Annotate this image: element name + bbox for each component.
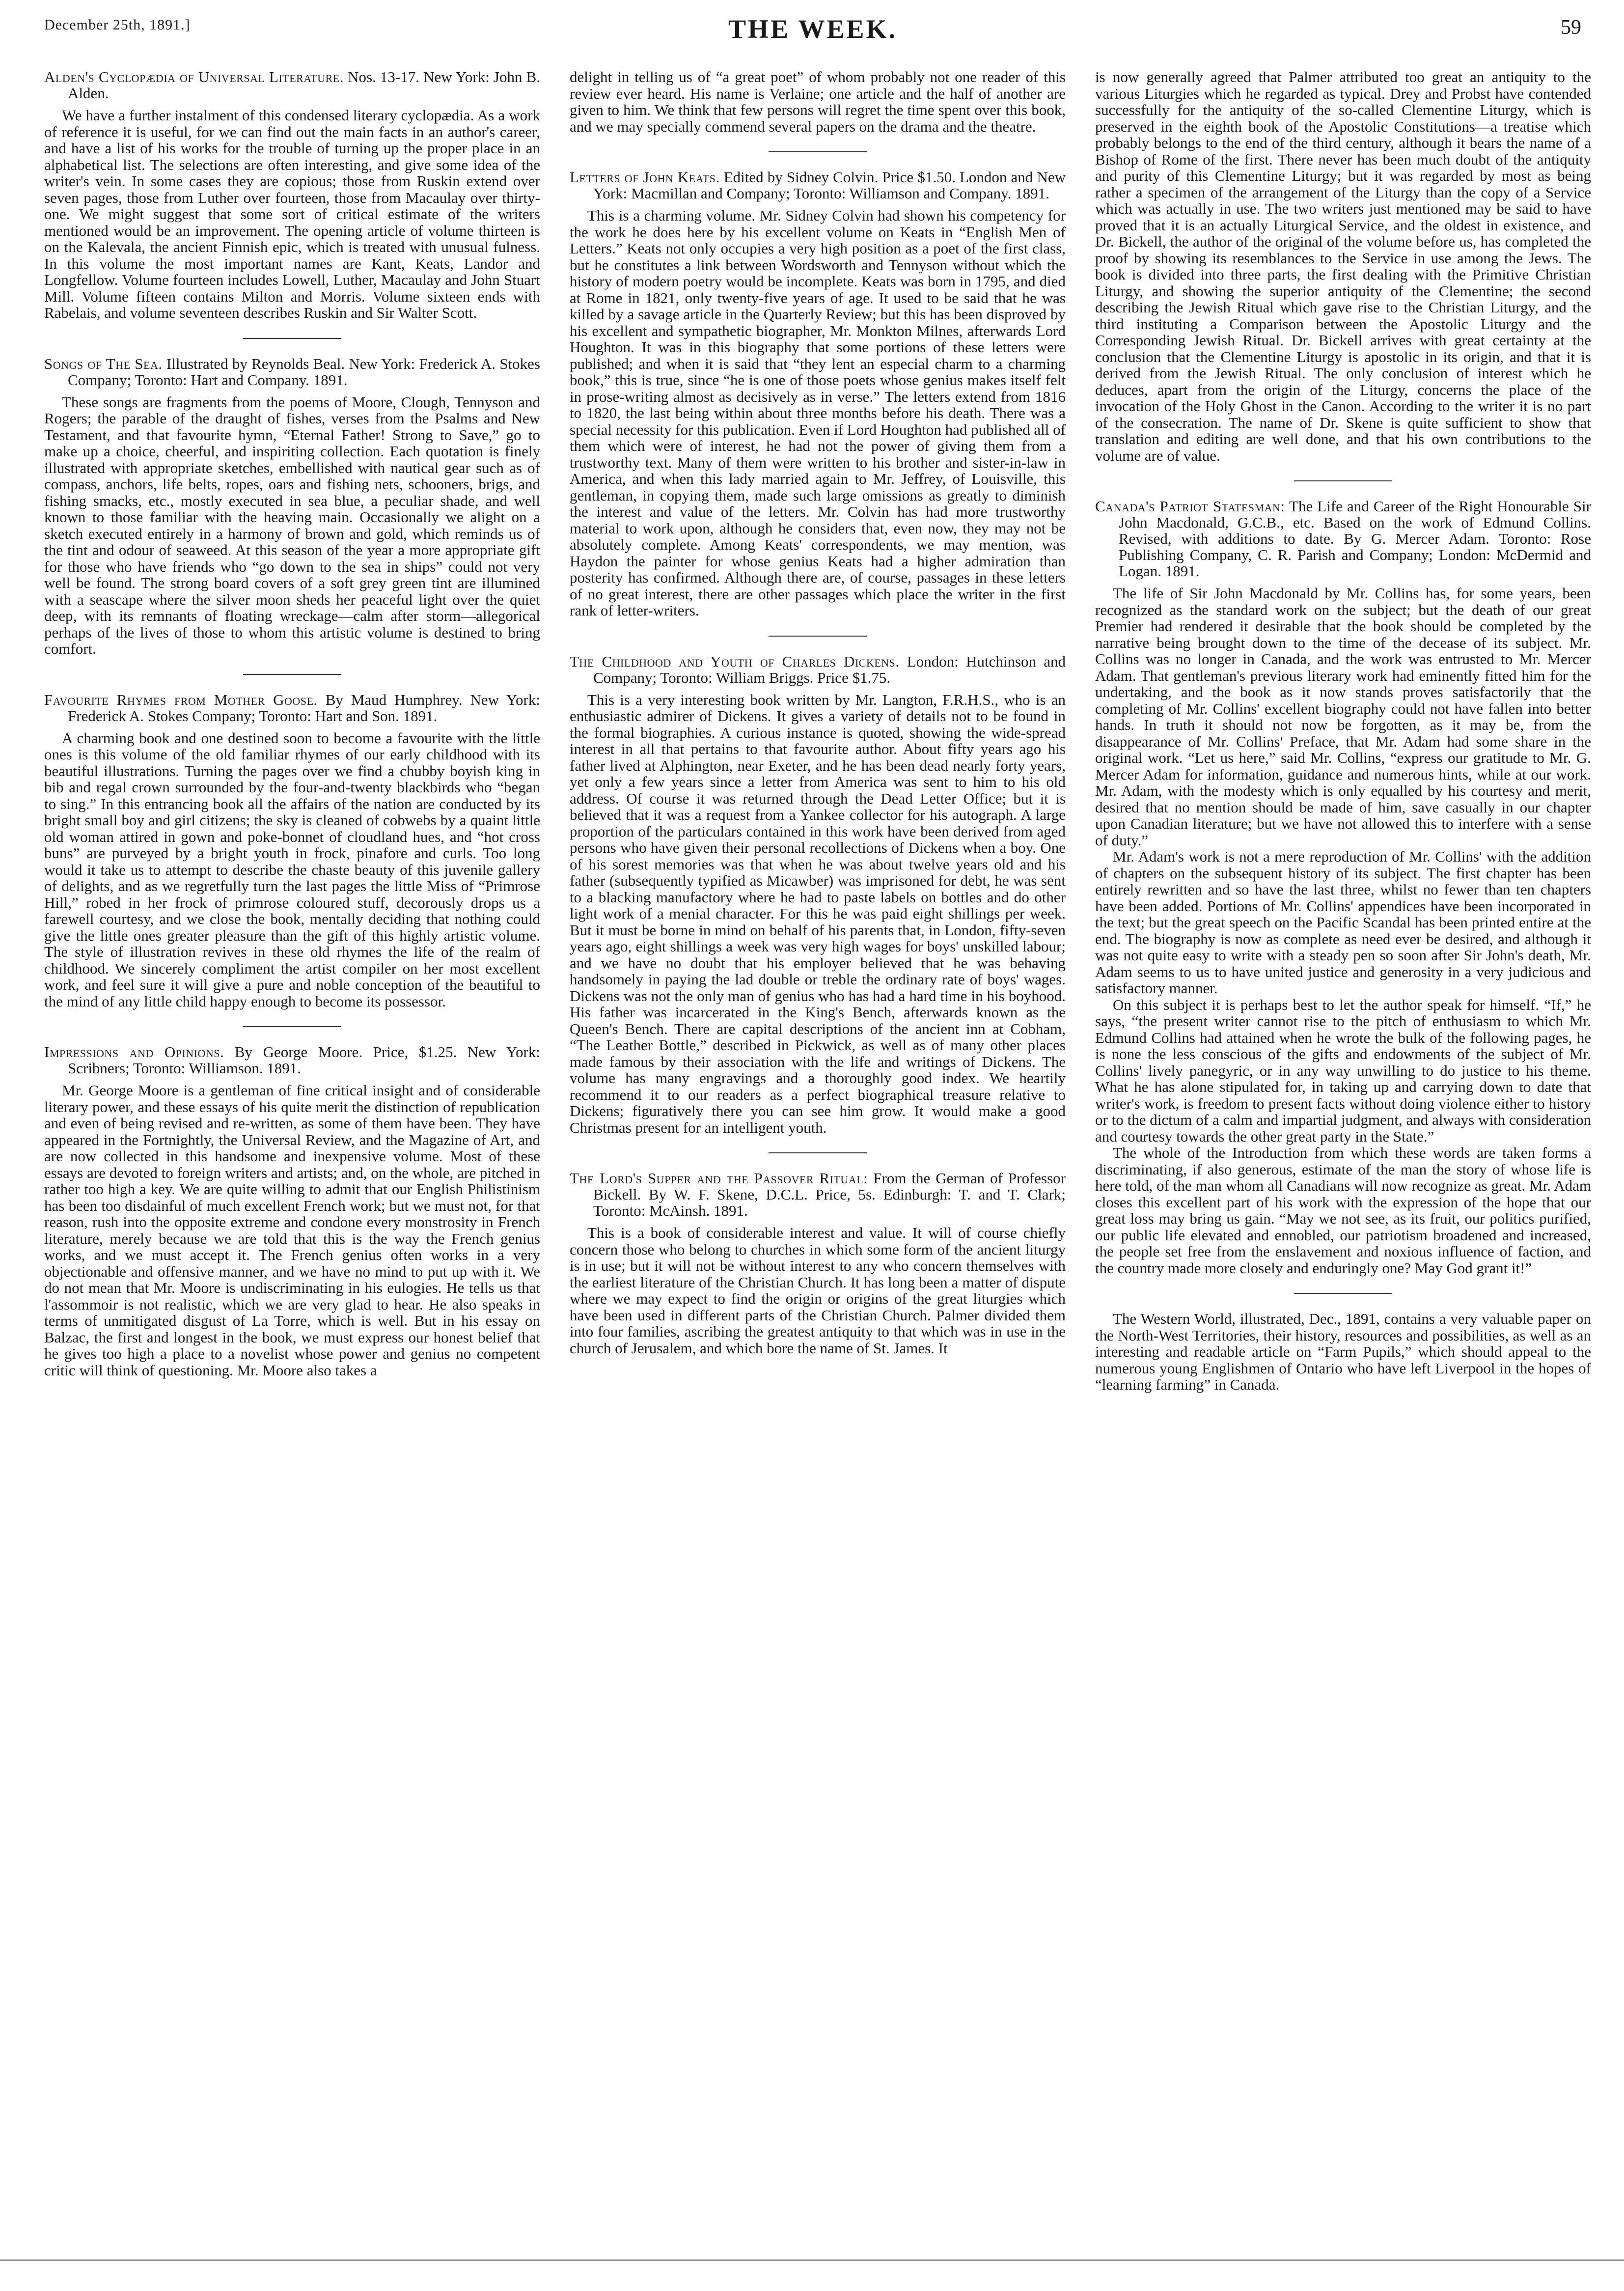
- masthead: [44, 14, 1581, 44]
- body-paragraph: Mr. Adam's work is not a mere reproduction of Mr. Collins' with the addition of chapters on the subsequent history of its subject. The first chapter has been entirely rewritten and so have the last three, whilst no fewer than ten chapters have been added. Portions of Mr. Collins' appendices have been incorporated in the text; but the great speech on the Pacific Scandal has been printed entire at the end. The biography is now as complete as need ever be desired, and although it was not quite easy to write with a steady pen so soon after Sir John's death, Mr. Adam seems to us to have united justice and generosity in a very judicious and satisfactory manner.: [1095, 848, 1591, 997]
- review-body: [44, 730, 540, 1010]
- review-body: [570, 69, 1066, 135]
- review-body: [44, 107, 540, 321]
- review-title: Favourite Rhymes from Mother Goose.: [44, 691, 318, 708]
- review-article: [44, 356, 540, 657]
- review-article: [1095, 69, 1591, 464]
- publication-details: The Life and Career of the Right Honourable Sir John Macdonald, G.C.B., etc. Based on the work of Edmund Collins. Revised, with additions to date. By G. Mercer Adam. Toronto: Rose Publishing Company, C. R. Parish and Company; London: McDermid and Logan. 1891.: [1119, 498, 1591, 580]
- review-title: Songs of The Sea.: [44, 355, 163, 372]
- body-paragraph: We have a further instalment of this condensed literary cyclopædia. As a work of reference it is useful, for we can find out the main facts in an author's career, and have a list of his works for the trouble of turning up the proper place in an alphabetical list. The selections are often interesting, and give some idea of the writer's vein. In some cases they are copious; those from Ruskin extend over seven pages, those from Luther over fourteen, those from Macaulay over thirty-one. We might suggest that some sort of critical estimate of the writers mentioned would be an improvement. The opening article of volume thirteen is on the Kalevala, the ancient Finnish epic, which is treated with unusual fulness. In this volume the most important names are Kant, Keats, Landor and Longfellow. Volume fourteen includes Lowell, Luther, Macaulay and John Stuart Mill. Volume fifteen contains Milton and Morris. Volume sixteen ends with Rabelais, and volume seventeen describes Ruskin and Sir Walter Scott.: [44, 107, 540, 321]
- section-divider: [243, 338, 341, 339]
- section-divider: [243, 674, 341, 675]
- publication-details: From the German of Professor Bickell. By W. F. Skene, D.C.L. Price, 5s. Edinburgh: T. and T. Clark; Toronto: McAinsh. 1891.: [593, 1170, 1066, 1219]
- section-divider: [1294, 480, 1392, 481]
- body-paragraph: A charming book and one destined soon to become a favourite with the little ones is this volume of the old familiar rhymes of our early childhood with its beautiful illustrations. Turning the pages over we find a chubby boyish king in bib and regal crown surrounded by the four-and-twenty blackbirds who “began to sing.” In this entrancing book all the affairs of the nation are conducted by its bright small boy and girl citizens; the sky is cleaned of cobwebs by a quaint little old woman attired in gown and poke-bonnet of cloudland hues, and “hot cross buns” are purveyed by a bright youth in frock, pinafore and curls. Too long would it take us to attempt to describe the chaste beauty of this juvenile gallery of delights, and as we regretfully turn the last pages the little Miss of “Primrose Hill,” robed in her frock of primrose coloured stuff, decorously drops us a farewell courtesy, and we close the book, mentally deciding that nothing could give the little ones greater pleasure than the gift of this highly artistic volume. The style of illustration revives in these old rhymes the life of the realm of childhood. We sincerely compliment the artist compiler on her most excellent work, and feel sure it will give a pure and noble conception of the beautiful to the mind of any little child happy enough to become its possessor.: [44, 729, 540, 1010]
- body-paragraph: is now generally agreed that Palmer attributed too great an antiquity to the various Liturgies which he regarded as typical. Drey and Probst have contended successfully for the antiquity of the so-called Clementine Liturgy, which is preserved in the eighth book of the Apostolic Constitutions—a treatise which probably belongs to the end of the third century, although it bears the name of a Bishop of Rome of the first. There never has been much doubt of the antiquity and purity of this Clementine Liturgy; but it was regarded by most as being rather a specimen of the arrangement of the Liturgy than the copy of a Service which was actually in use. The two writers just mentioned may be said to have proved that it is an actually Liturgical Service, and the oldest in existence, and Dr. Bickell, the author of the original of the volume before us, has completed the proof by showing its resemblances to the Service in use among the Jews. The book is divided into three parts, the first dealing with the Primitive Christian Liturgy, and showing the superior antiquity of the Clementine; the second describing the Jewish Ritual which gave rise to the Christian Liturgy, and the third instituting a Comparison between the Apostolic Liturgy and the Corresponding Jewish Ritual. Dr. Bickell arrives with great certainty at the conclusion that the Clementine Liturgy is apostolic in its origin, and that it is derived from the Jewish Ritual. The only conclusion of interest which he deduces, apart from the origin of the Liturgy, concerns the place of the invocation of the Holy Ghost in the Canon. According to the writer it is no part of the consecration. The name of Dr. Skene is quite sufficient to show that translation and editing are well done, and that his own contributions to the volume are of value.: [1095, 69, 1591, 464]
- review-title: Alden's Cyclopædia of Universal Literature.: [44, 69, 344, 85]
- review-article: [44, 692, 540, 1010]
- page-number: 59: [1561, 16, 1581, 39]
- publication-details: Edited by Sidney Colvin. Price $1.50. London and New York: Macmillan and Company; Toronto: Williamson and Company. 1891.: [593, 168, 1066, 202]
- review-heading: [44, 1044, 540, 1076]
- body-paragraph: This is a book of considerable interest and value. It will of course chiefly concern those who belong to churches in which some form of the ancient liturgy is in use; but it will not be without interest to any who concern themselves with the earliest literature of the Christian Church. It has long been a matter of dispute where we may expect to find the origin or origins of the great liturgies which have been used in different parts of the Christian Church. Palmer divided them into four families, ascribing the greatest antiquity to that which was in use in the church of Jerusalem, and which bore the name of St. James. It: [570, 1224, 1066, 1357]
- review-title: Letters of John Keats.: [570, 168, 720, 186]
- review-title: Impressions and Opinions.: [44, 1043, 224, 1061]
- body-paragraph: This is a very interesting book written by Mr. Langton, F.R.H.S., who is an enthusiastic admirer of Dickens. It gives a variety of details not to be found in the formal biographies. A curious instance is quoted, showing the wide-spread interest in all that pertains to that favourite author. About fifty years ago his father lived at Alphington, near Exeter, and he has been dead nearly forty years, yet only a few years since a letter from America was sent to him to his old address. Of course it was returned through the Dead Letter Office; but it is believed that it was a request from a Yankee collector for his autograph. A large proportion of the particulars contained in this work have been derived from aged persons who have given their personal recollections of Dickens when a boy. One of his sorest memories was that when he was about twelve years old and his father (subsequently typified as Micawber) was imprisoned for debt, he was sent to a blacking manufactory where he had to paste labels on bottles and do other light work of a menial character. For this he was paid eight shillings per week. But it must be borne in mind on behalf of his parents that, in London, fifty-seven years ago, eight shillings a week was very high wages for boys' unskilled labour; and we have no doubt that his employer believed that he was behaving handsomely in paying the lad double or treble the ordinary rate of boys' wages. Dickens was not the only man of genius who has had a hard time in his boyhood. His father was incarcerated in the King's Bench, afterwards known as the Queen's Bench. There are capital descriptions of the ancient inn at Cobham, “The Leather Bottle,” described in Pickwick, as well as of many other places made famous by their association with the life and writings of Dickens. The volume has many engravings and a thoroughly good index. We heartily recommend it to our readers as a perfect biographical treasure relative to Dickens; figuratively there you can see him grow. It would make a good Christmas present for an intelligent youth.: [570, 691, 1066, 1136]
- bottom-rule: [0, 2260, 1624, 2261]
- body-paragraph: The whole of the Introduction from which these words are taken forms a discriminating, if also generous, estimate of the man the story of whose life is here told, of the man whom all Canadians will now recognize as great. Mr. Adam closes this excellent part of his work with the expression of the hope that our great loss may bring us gain. “May we not see, as its fruit, our politics purified, our public life elevated and ennobled, our patriotism broadened and increased, the people set free from the enslavement and noxious influence of faction, and the country made more closely and enduringly one? May God grant it!”: [1095, 1144, 1591, 1277]
- review-body: [1095, 585, 1591, 1276]
- review-article: [44, 69, 540, 321]
- review-article: [44, 1044, 540, 1378]
- review-article: [570, 653, 1066, 1136]
- body-paragraph: These songs are fragments from the poems of Moore, Clough, Tennyson and Rogers; the parable of the draught of fishes, verses from the Psalms and New Testament, and that favourite hymn, “Eternal Father! Strong to Save,” go to make up a choice, cheerful, and inspiriting collection. Each quotation is finely illustrated with appropriate sketches, embellished with nautical gear such as of compass, anchors, life belts, ropes, oars and fishing nets, schooners, brigs, and fishing smacks, etc., mostly executed in sea blue, a peculiar shade, and well known to those familiar with the heaving main. Occasionally we alight on a sketch executed entirely in a harmony of brown and gold, which reminds us of the tint and odour of seaweed. At this season of the year a more appropriate gift for those who have friends who “go down to the sea in ships” could not very well be found. The strong board covers of a soft grey green tint are illumined with a seascape where the silver moon sheds her peaceful light over the quiet deep, with its remnants of floating wreckage—calm after storm—allegorical perhaps of the lives of those to whom this artistic volume is destined to bring comfort.: [44, 393, 540, 657]
- body-paragraph: Mr. George Moore is a gentleman of fine critical insight and of considerable literary power, and these essays of his quite merit the distinction of republication and even of being revised and re-written, as some of them have been. They have appeared in the Fortnightly, the Universal Review, and the Magazine of Art, and are now collected in this handsome and inexpensive volume. Most of these essays are devoted to foreign writers and artists; and, on the whole, are pitched in rather too high a key. We are quite willing to admit that our English Philistinism has been too disdainful of much excellent French work; but we must not, for that reason, rush into the opposite extreme and condone every monstrosity in French literature, merely because we are told that this is the way the French genius works, and we must accept it. The French genius often works in a very objectionable and offensive manner, and we have no mind to put up with it. We do not mean that Mr. Moore is undiscriminating in his eulogies. He tells us that l'assommoir is not realistic, which we are very glad to hear. He also speaks in terms of unmitigated disgust of La Torre, which is well. But in his essay on Balzac, the first and longest in the book, we must express our honest belief that he gives too high a place to a novelist whose power and genius no competent critic will think of questioning. Mr. Moore also takes a: [44, 1082, 540, 1379]
- issue-date: December 25th, 1891.]: [44, 17, 191, 33]
- section-divider: [769, 1152, 867, 1153]
- publication-details: Nos. 13-17. New York: John B. Alden.: [68, 69, 540, 102]
- review-heading: [44, 69, 540, 101]
- review-article: [570, 169, 1066, 619]
- review-heading: [44, 356, 540, 388]
- section-divider: [1294, 1293, 1392, 1294]
- publication-title: THE WEEK.: [728, 14, 898, 44]
- review-heading: [1095, 498, 1591, 579]
- column-1: [44, 69, 540, 2250]
- section-divider: [769, 636, 867, 637]
- review-article: [1095, 1311, 1591, 1393]
- column-3: [1095, 69, 1591, 2250]
- review-heading: [570, 1170, 1066, 1219]
- review-article: [570, 1170, 1066, 1356]
- column-2: [570, 69, 1066, 2250]
- review-heading: [44, 692, 540, 724]
- review-body: [1095, 69, 1591, 464]
- publication-details: By Maud Humphrey. New York: Frederick A. Stokes Company; Toronto: Hart and Son. 1891.: [68, 691, 540, 725]
- review-article: [570, 69, 1066, 135]
- publication-details: Illustrated by Reynolds Beal. New York: Frederick A. Stokes Company; Toronto: Hart and Company. 1891.: [68, 355, 540, 389]
- review-title: The Childhood and Youth of Charles Dickens.: [570, 652, 900, 670]
- body-paragraph: This is a charming volume. Mr. Sidney Colvin had shown his competency for the work he does here by his excellent volume on Keats in “English Men of Letters.” Keats not only occupies a very high position as a poet of the first class, but he constitutes a link between Wordsworth and Tennyson without which the history of modern poetry would be incomplete. Keats was born in 1795, and died at Rome in 1821, only twenty-five years of age. It used to be said that he was killed by a savage article in the Quarterly Review; but this has been disproved by his excellent and sympathetic biographer, Mr. Monkton Milnes, afterwards Lord Houghton. It was in this biography that some portions of these letters were published; and when it is said that “they lent an especial charm to a charming book,” this is true, since “he is one of those poets whose genius makes itself felt in prose-writing almost as decisively as in verse.” The letters extend from 1816 to 1820, the last being within about three months before his death. There was a special necessity for this publication. Even if Lord Houghton had published all of them which were of interest, he had not the power of giving them from a trustworthy text. Many of them were written to his brother and sister-in-law in America, and when this lady married again to Mr. Jeffrey, of Louisville, this gentleman, in copying them, made such large omissions as greatly to diminish the interest and value of the letters. Mr. Colvin has had more trustworthy material to work upon, although he considers that, even now, they may not be absolutely complete. Among Keats' correspondents, we may mention, was Haydon the painter for whose genius Keats had a higher admiration than posterity has confirmed. Although there are, of course, passages in these letters of no great interest, there are other passages which place the writer in the first rank of letter-writers.: [570, 207, 1066, 619]
- review-body: [44, 394, 540, 657]
- body-paragraph: The life of Sir John Macdonald by Mr. Collins has, for some years, been recognized as the standard work on the subject; but the death of our great Premier had rendered it desirable that the book should be completed by the narrative being brought down to the time of the decease of its subject. Mr. Collins was no longer in Canada, and the work was entrusted to Mr. Mercer Adam. That gentleman's previous literary work had eminently fitted him for the undertaking, and the book as it now stands proves satisfactorily that the completing of Mr. Collins' excellent biography could not have fallen into better hands. In truth it should not now be forgotten, as it may be, from the disappearance of Mr. Collins' Preface, that Mr. Adam had some share in the original work. “Let us here,” said Mr. Collins, “express our gratitude to Mr. G. Mercer Adam for information, guidance and numerous hints, while at our work. Mr. Adam, with the modesty which is only equalled by his courtesy and merit, desired that no mention should be made of him, save casually in our chapter upon Canadian literature; but we have not allowed this to interfere with a sense of duty.”: [1095, 585, 1591, 849]
- section-divider: [769, 151, 867, 152]
- body-paragraph: delight in telling us of “a great poet” of whom probably not one reader of this review ever heard. His name is Verlaine; one article and the half of another are given to him. We think that few persons will regret the time spent over this book, and we may specially commend several papers on the drama and the theatre.: [570, 69, 1066, 135]
- review-body: [44, 1082, 540, 1378]
- review-title: Canada's Patriot Statesman:: [1095, 498, 1285, 515]
- section-divider: [243, 1026, 341, 1027]
- review-article: [1095, 498, 1591, 1276]
- review-body: [570, 1225, 1066, 1356]
- review-title: The Lord's Supper and the Passover Ritual:: [570, 1170, 868, 1187]
- review-body: [1095, 1311, 1591, 1393]
- publication-details: London: Hutchinson and Company; Toronto: William Briggs. Price $1.75.: [593, 652, 1066, 686]
- body-paragraph: The Western World, illustrated, Dec., 1891, contains a very valuable paper on the North-West Territories, their history, resources and possibilities, as well as an interesting and readable article on “Farm Pupils,” which should appeal to the numerous young Englishmen of Ontario who have left Liverpool in the hopes of “learning farming” in Canada.: [1095, 1310, 1591, 1393]
- review-body: [570, 207, 1066, 619]
- review-body: [570, 692, 1066, 1136]
- review-heading: [570, 169, 1066, 201]
- publication-details: By George Moore. Price, $1.25. New York: Scribners; Toronto: Williamson. 1891.: [68, 1043, 540, 1077]
- review-heading: [570, 653, 1066, 686]
- body-paragraph: On this subject it is perhaps best to let the author speak for himself. “If,” he says, “the present writer cannot rise to the pitch of enthusiasm to which Mr. Edmund Collins had attained when he wrote the bulk of the following pages, he is none the less conscious of the gifts and endowments of the subject of Mr. Collins' lively panegyric, or in any way unwilling to do justice to his theme. What he has alone stipulated for, in taking up and carrying down to date that writer's work, is freedom to present facts without doing violence either to history or to the dictum of a calm and impartial judgment, and always with consideration and courtesy towards the other great party in the State.”: [1095, 996, 1591, 1145]
